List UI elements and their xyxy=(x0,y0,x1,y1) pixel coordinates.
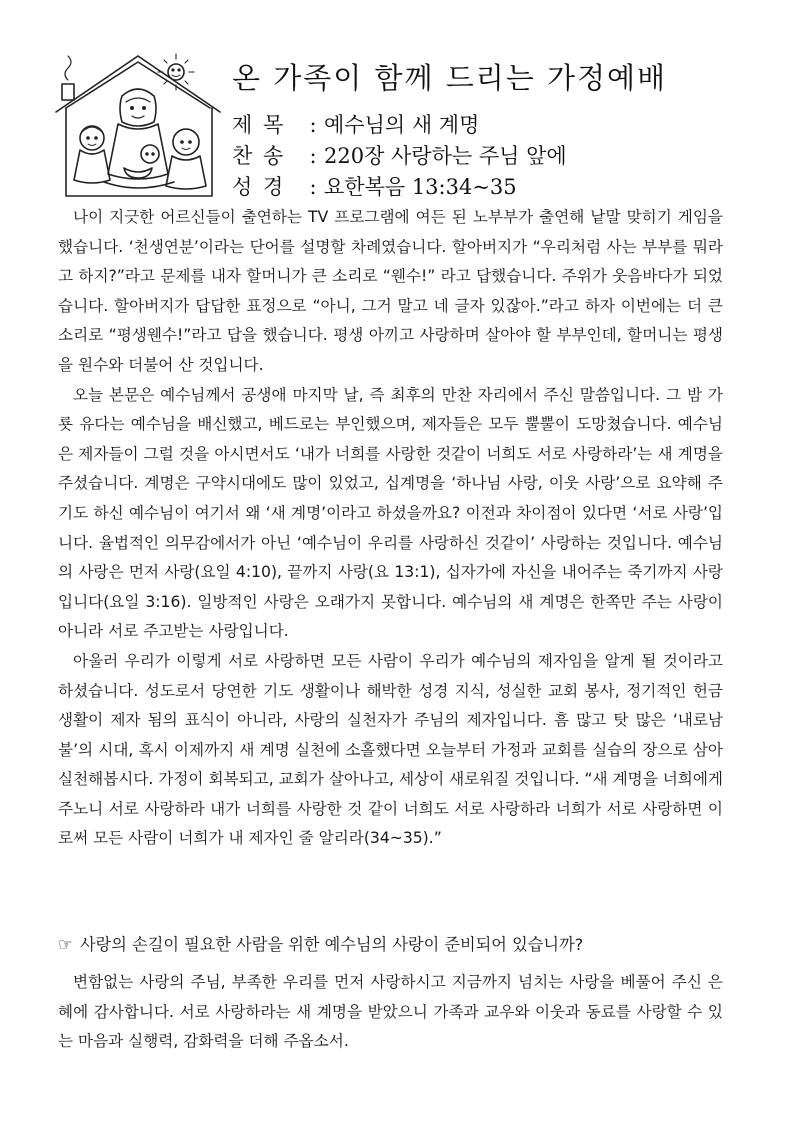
page-title: 온 가족이 함께 드리는 가정예배 xyxy=(232,61,668,95)
house-family-drawing xyxy=(52,50,224,200)
meta-colon: : xyxy=(309,113,317,137)
meta-value: 예수님의 새 계명 xyxy=(324,113,480,137)
meta-row-hymn xyxy=(232,140,567,170)
reflection-question xyxy=(58,931,738,959)
meta-row-scripture xyxy=(232,171,517,201)
body-paragraph: 오늘 본문은 예수님께서 공생애 마지막 날, 즉 최후의 만찬 자리에서 주신 말씀입니다. 그 밤 가룟 유다는 예수님을 배신했고, 베드로는 부인했으며, 제자들은 모두 뿔뿔이 도망쳤습니다. 예수님은 제자들이 그럴 것을 아시면서도 ‘내가 너희를 사랑한 것같이 너희도 서로 사랑하라’는 새 계명을 주셨습니다. 계명은 구약시대에도 많이 있었고, 십계명을 ‘하나님 사랑, 이웃 사랑’으로 요약해 주기도 하신 예수님이 여기서 왜 ‘새 계명’이라고 하셨을까요? 이전과 차이점이 있다면 ‘서로 사랑’입니다. 율법적인 의무감에서가 아닌 ‘예수님이 우리를 사랑하신 것같이’ 사랑하는 것입니다. 예수님의 사랑은 먼저 사랑(요일 4:10), 끝까지 사랑(요 13:1), 십자가에 자신을 내어주는 죽기까지 사랑입니다(요일 3:16). 일방적인 사랑은 오래가지 못합니다. 예수님의 새 계명은 한쪽만 주는 사랑이 아니라 서로 주고받는 사랑입니다. xyxy=(58,385,723,641)
prayer-text: 변함없는 사랑의 주님, 부족한 우리를 먼저 사랑하시고 지금까지 넘치는 사랑을 베풀어 주신 은혜에 감사합니다. 서로 사랑하라는 새 계명을 받았으니 가족과 교우와 이웃과 동료를 사랑할 수 있는 마음과 실행력, 감화력을 더해 주옵소서. xyxy=(58,973,723,1051)
meta-value: 220장 사랑하는 주님 앞에 xyxy=(324,144,567,168)
meta-colon: : xyxy=(309,144,317,168)
meta-key: 찬 송 xyxy=(232,144,286,168)
meta-colon: : xyxy=(309,175,317,199)
body-paragraph: 아울러 우리가 이렇게 서로 사랑하면 모든 사람이 우리가 예수님의 제자임을 알게 될 것이라고 하셨습니다. 성도로서 당연한 기도 생활이나 해박한 성경 지식, 성실한 교회 봉사, 정기적인 헌금 생활이 제자 됨의 표식이 아니라, 사랑의 실천자가 주님의 제자입니다. 흠 많고 탓 많은 ‘내로남불’의 시대, 혹시 이제까지 새 계명 실천에 소홀했다면 오늘부터 가정과 교회를 실습의 장으로 삼아 실천해봅시다. 가정이 회복되고, 교회가 살아나고, 세상이 새로워질 것입니다. “새 계명을 너희에게 주노니 서로 사랑하라 내가 너희를 사랑한 것 같이 너희도 서로 사랑하라 너희가 서로 사랑하면 이로써 모든 사람이 너희가 내 제자인 줄 알리라(34~35).” xyxy=(58,651,723,848)
meta-key: 제 목 xyxy=(232,113,286,137)
pointing-hand-icon: ☞ xyxy=(58,935,73,954)
question-text: 사랑의 손길이 필요한 사람을 위한 예수님의 사랑이 준비되어 있습니까? xyxy=(80,935,584,954)
family-worship-illustration xyxy=(52,50,224,200)
meta-value: 요한복음 13:34~35 xyxy=(324,175,517,199)
body-paragraph: 나이 지긋한 어르신들이 출연하는 TV 프로그램에 여든 된 노부부가 출연해 낱말 맞히기 게임을 했습니다. ‘천생연분’이라는 단어를 설명할 차례였습니다. 할아버지가 “우리처럼 사는 부부를 뭐라고 하지?”라고 문제를 내자 할머니가 큰 소리로 “웬수!” 라고 답했습니다. 주위가 웃음바다가 되었습니다. 할아버지가 답답한 표정으로 “아니, 그거 말고 네 글자 있잖아.”라고 하자 이번에는 더 큰 소리로 “평생웬수!”라고 답을 했습니다. 평생 아끼고 사랑하며 살아야 할 부부인데, 할머니는 평생을 원수와 더불어 산 것입니다. xyxy=(58,208,723,374)
closing-prayer xyxy=(58,968,723,1057)
sermon-body xyxy=(58,203,723,854)
meta-row-subject xyxy=(232,109,479,139)
meta-key: 성 경 xyxy=(232,175,286,199)
